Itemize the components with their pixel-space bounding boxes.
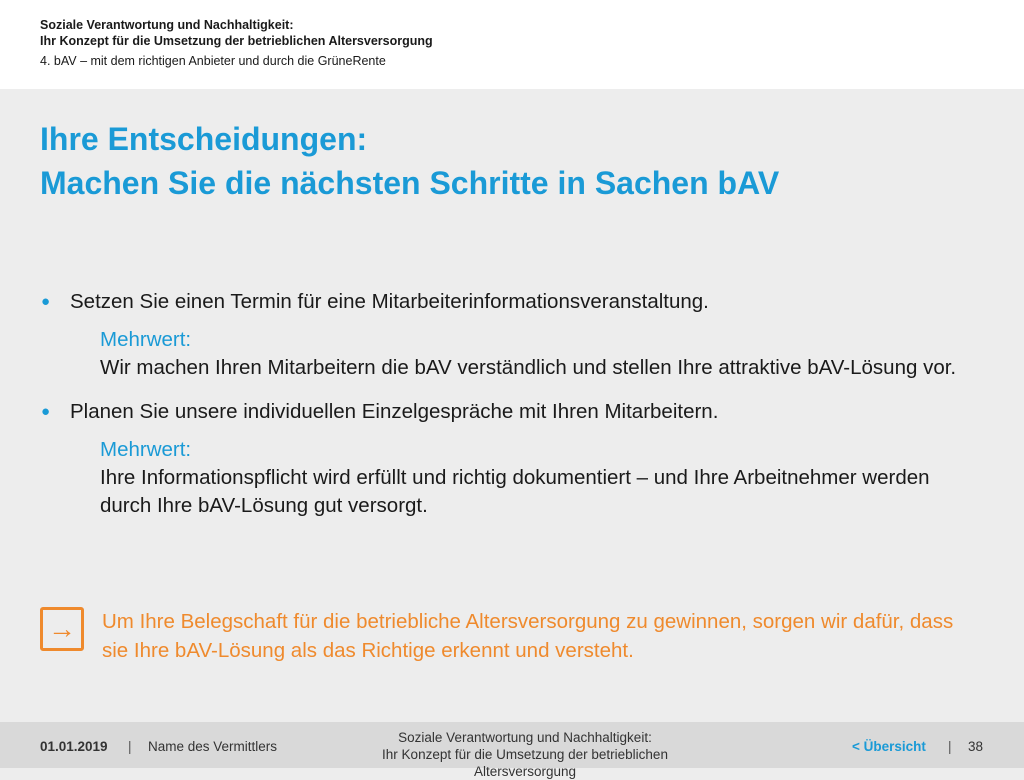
header-title-line1: Soziale Verantwortung und Nachhaltigkeit: <box>40 18 294 32</box>
bullet-dot-icon: ● <box>41 293 51 310</box>
mehrwert-label: Mehrwert: <box>100 328 192 351</box>
slide-header <box>0 0 1024 89</box>
arrow-right-box-icon: → <box>40 607 84 651</box>
slide-title <box>40 117 779 205</box>
bullet-dot-icon: ● <box>41 403 51 420</box>
footer-center-line2: Ihr Konzept für die Umsetzung der betrieblichen Altersversorgung <box>382 747 668 779</box>
overview-link[interactable]: < Übersicht <box>852 739 926 754</box>
bullet-item <box>40 288 990 316</box>
header-title-line2: Ihr Konzept für die Umsetzung der betrieblichen Altersversorgung <box>40 34 433 48</box>
bullet-item <box>40 398 990 426</box>
footer-separator: | <box>948 739 952 754</box>
mehrwert-text: Wir machen Ihren Mitarbeitern die bAV verständlich und stellen Ihre attraktive bAV-Lösung vor. <box>100 356 957 379</box>
mehrwert-block <box>100 436 990 520</box>
header-section: 4. bAV – mit dem richtigen Anbieter und durch die GrüneRente <box>40 54 386 68</box>
slide-title-line1: Ihre Entscheidungen: <box>40 121 368 157</box>
footer-center-title <box>330 729 720 780</box>
callout-text: Um Ihre Belegschaft für die betriebliche Altersversorgung zu gewinnen, sorgen wir dafür, dass sie Ihre bAV-Lösung als das Richtige erkennt und versteht. <box>102 610 954 662</box>
footer-date: 01.01.2019 <box>40 739 108 754</box>
bullet-text: Setzen Sie einen Termin für eine Mitarbeiterinformationsveranstaltung. <box>70 290 709 313</box>
bullet-text: Planen Sie unsere individuellen Einzelgespräche mit Ihren Mitarbeitern. <box>70 400 719 423</box>
mehrwert-label: Mehrwert: <box>100 438 192 461</box>
page-number: 38 <box>968 739 984 754</box>
footer-center-line1: Soziale Verantwortung und Nachhaltigkeit: <box>398 730 652 745</box>
slide-footer <box>0 722 1024 779</box>
footer-vermittler: Name des Vermittlers <box>148 739 278 754</box>
mehrwert-text: Ihre Informationspflicht wird erfüllt und richtig dokumentiert – und Ihre Arbeitnehmer werden durch Ihre bAV-Lösung gut versorgt. <box>100 466 930 517</box>
slide-content <box>40 288 990 520</box>
footer-separator: | <box>128 739 132 754</box>
slide-title-line2: Machen Sie die nächsten Schritte in Sachen bAV <box>40 165 780 201</box>
mehrwert-block <box>100 326 990 382</box>
